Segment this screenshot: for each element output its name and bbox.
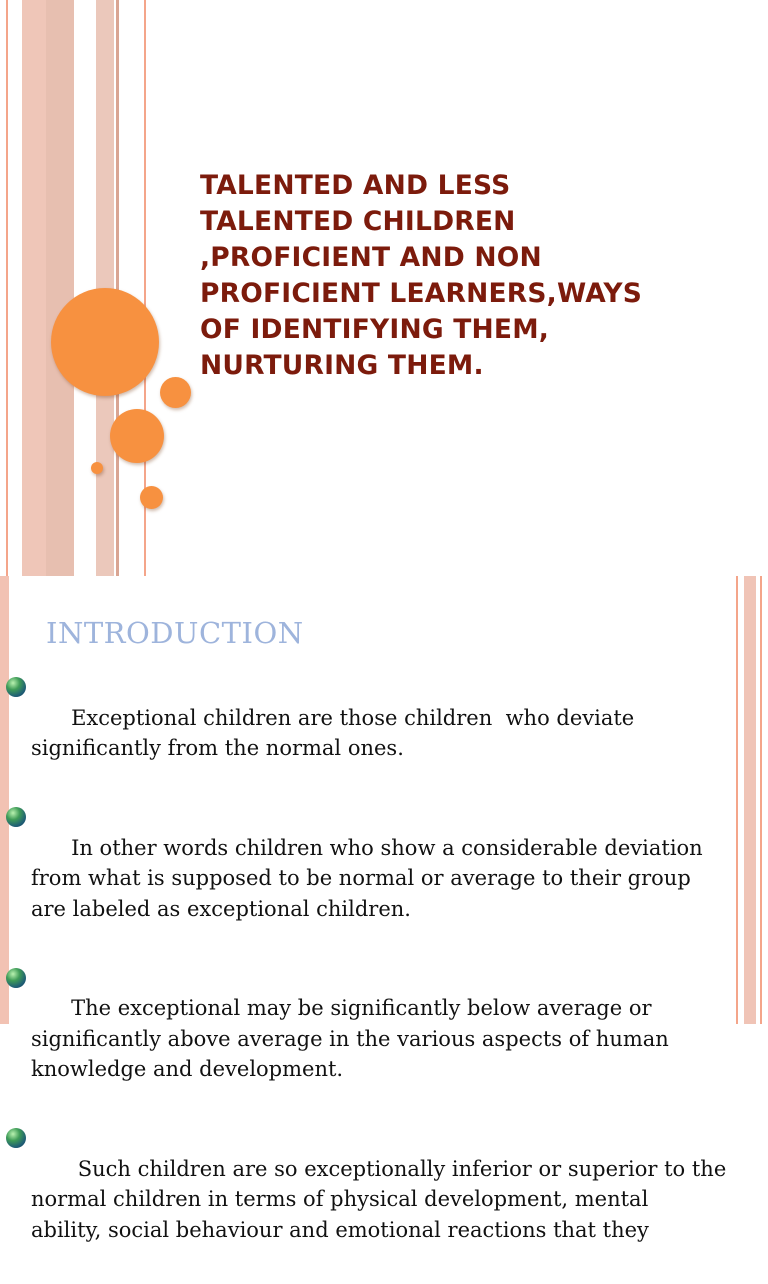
medium-circle-decoration bbox=[110, 409, 164, 463]
bullet-item bbox=[0, 802, 760, 955]
globe-bullet-icon bbox=[6, 968, 26, 988]
bullet-text: In other words children who show a considerable deviation from what is supposed to be normal or average to their group are labeled as exceptional children. bbox=[31, 835, 703, 921]
globe-bullet-icon bbox=[6, 807, 26, 827]
large-circle-decoration bbox=[51, 288, 159, 396]
bullet-text: Exceptional children are those children who deviate significantly from the normal ones. bbox=[31, 705, 635, 760]
bullet-item bbox=[0, 672, 760, 794]
small-circle-decoration-bottom bbox=[140, 486, 163, 509]
introduction-slide bbox=[0, 576, 768, 1242]
right-stripe-line bbox=[760, 576, 762, 1024]
tiny-circle-decoration bbox=[91, 462, 103, 474]
bullet-text: The exceptional may be significantly below average or significantly above average in the various aspects of human knowledge and development. bbox=[31, 996, 669, 1081]
globe-bullet-icon bbox=[6, 677, 26, 697]
bullet-item bbox=[0, 963, 760, 1116]
slide-title: TALENTED AND LESS TALENTED CHILDREN ,PROFICIENT AND NON PROFICIENT LEARNERS,WAYS OF IDENTIFYING THEM, NURTURING THEM. bbox=[200, 170, 643, 381]
left-stripe-thin bbox=[116, 0, 119, 576]
title-slide bbox=[0, 0, 768, 576]
left-stripe-outer bbox=[6, 0, 8, 576]
left-stripe-mid bbox=[46, 0, 74, 576]
globe-bullet-icon bbox=[6, 1128, 26, 1148]
bullet-list bbox=[0, 672, 760, 1284]
left-stripe-wide bbox=[22, 0, 46, 576]
bullet-item bbox=[0, 1123, 760, 1276]
small-circle-decoration bbox=[160, 377, 191, 408]
section-heading: INTRODUCTION bbox=[46, 616, 304, 650]
bullet-text: Such children are so exceptionally inferior or superior to the normal children in terms of physical development, mental ability, social behaviour and emotional reactions that they bbox=[31, 1156, 727, 1242]
